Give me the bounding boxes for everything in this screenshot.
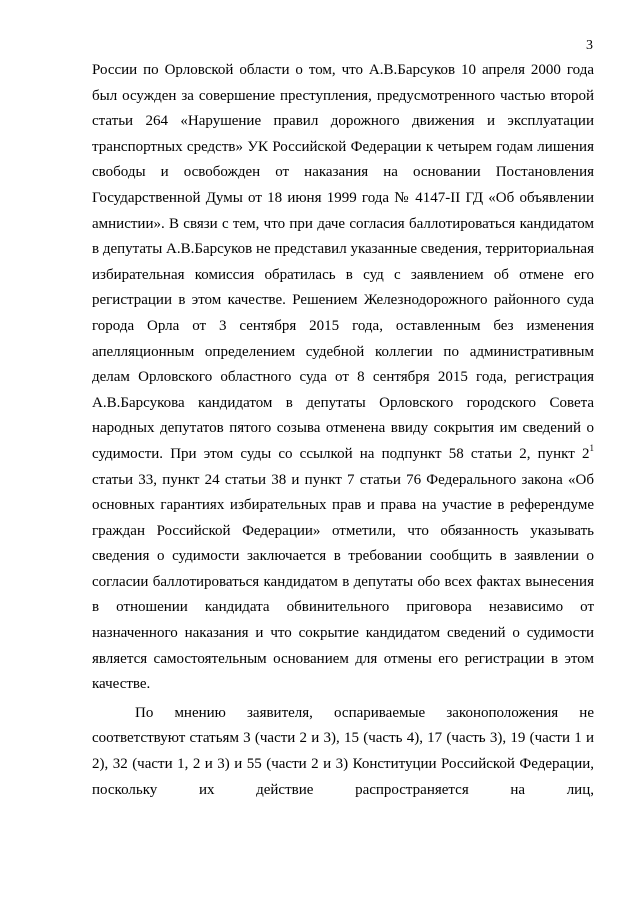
paragraph-court-decision [92,58,594,698]
page-number: 3 [586,38,593,53]
document-body [92,58,594,803]
paragraph-text-part-2: статьи 33, пункт 24 статьи 38 и пункт 7 статьи 76 Федерального закона «Об основных гарантиях избирательных прав и права на участие в референдуме граждан Российской Федерации» отметили, что обязанность указывать сведения о судимости заключается в требовании сообщить в заявлении о согласии баллотироваться кандидатом в депутаты обо всех фактах вынесения в отношении кандидата обвинительного приговора независимо от назначенного наказания и что сокрытие кандидатом сведений о судимости является самостоятельным основанием для отмены его регистрации в этом качестве. [92,471,594,693]
superscript-footnote: 1 [589,442,594,453]
paragraph-text-part-1: России по Орловской области о том, что А.В.Барсуков 10 апреля 2000 года был осужден за совершение преступления, предусмотренного частью второй статьи 264 «Нарушение правил дорожного движения и эксплуатации транспортных средств» УК Российской Федерации к четырем годам лишения свободы и освобожден от наказания на основании Постановления Государственной Думы от 18 июня 1999 года № 4147-II ГД «Об объявлении амнистии». В связи с тем, что при даче согласия баллотироваться кандидатом в депутаты А.В.Барсуков не представил указанные сведения, территориальная избирательная комиссия обратилась в суд с заявлением об отмене его регистрации в этом качестве. Решением Железнодорожного районного суда города Орла от 3 сентября 2015 года, оставленным без изменения апелляционным определением судебной коллегии по административным делам Орловского областного суда от 8 сентября 2015 года, регистрация А.В.Барсукова кандидатом в депутаты Орловского городского Совета народных депутатов пятого созыва отменена ввиду сокрытия им сведений о судимости. При этом суды со ссылкой на подпункт 58 статьи 2, пункт 2 [92,62,594,462]
paragraph-applicant-opinion: По мнению заявителя, оспариваемые законоположения не соответствуют статьям 3 (части 2 и 3), 15 (часть 4), 17 (часть 3), 19 (части 1 и 2), 32 (части 1, 2 и 3) и 55 (части 2 и 3) Конституции Российской Федерации, поскольку их действие распространяется на лиц, [92,704,594,798]
